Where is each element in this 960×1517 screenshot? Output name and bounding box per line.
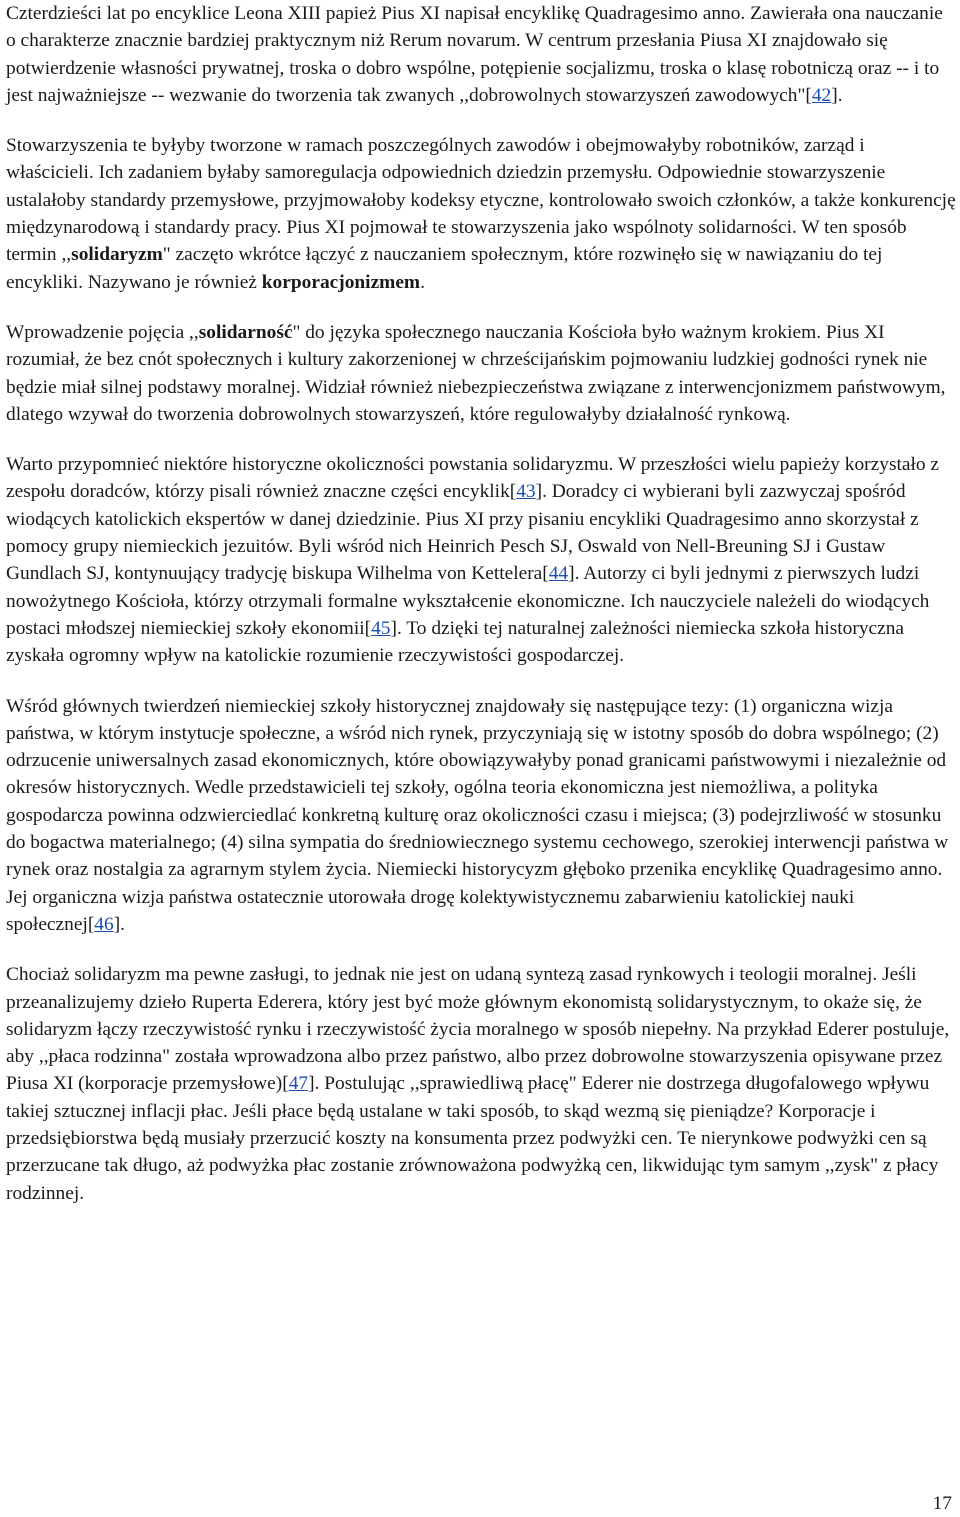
footnote-ref-46[interactable]: 46 [94, 913, 114, 935]
text-run: Chociaż solidaryzm ma pewne zasługi, to jednak nie jest on udaną syntezą zasad rynkowych i teologii moralnej. Jeśli przeanalizujemy dzieło Ruperta Ederera, który jest być może głównym ekonomistą solidarystycznym, to okaże się, że solidaryzm łączy rzeczywistość rynku i rzeczywistość życia moralnego w sposób niepełny. Na przykład Ederer postuluje, aby ,,płaca rodzinna" została wprowadzona albo przez państwo, albo przez dobrowolne stowarzyszenia opisywane przez Piusa XI (korporacje przemysłowe)[ [6, 964, 950, 1095]
paragraph-5 [6, 693, 956, 939]
text-run: ]. [831, 84, 843, 106]
paragraph-4 [6, 451, 956, 669]
page-number: 17 [932, 1493, 952, 1514]
paragraph-6 [6, 961, 956, 1207]
text-run: ]. [113, 913, 125, 935]
text-run: ]. Doradcy ci wybierani byli zazwyczaj spośród wiodących katolickich ekspertów w danej dziedzinie. Pius XI przy pisaniu encykliki Quadragesimo anno skorzystał z pomocy grupy niemieckich jezuitów. Byli wśród nich Heinrich Pesch SJ, Oswald von Nell-Breuning SJ i Gustaw Gundlach SJ, kontynuujący tradycję biskupa Wilhelma von Kettelera[ [6, 481, 919, 585]
text-run: Wśród głównych twierdzeń niemieckiej szkoły historycznej znajdowały się następujące tezy: (1) organiczna wizja państwa, w którym instytucje społeczne, a wśród nich rynek, przyczyniają się w istotny sposób do dobra wspólnego; (2) odrzucenie uniwersalnych zasad ekonomicznych, które obowiązywałyby ponad granicami państwowymi i niezależnie od okresów historycznych. Wedle przedstawicieli tej szkoły, ogólna teoria ekonomiczna jest niemożliwa, a polityka gospodarcza powinna odzwierciedlać konkretną kulturę oraz okoliczności czasu i miejsca; (3) podejrzliwość w stosunku do bogactwa materialnego; (4) silna sympatia do średniowiecznego systemu cechowego, szerokiej interwencji państwa w rynek oraz nostalgia za agrarnym stylem życia. Niemiecki historycyzm głęboko przenika encyklikę Quadragesimo anno. Jej organiczna wizja państwa ostatecznie utorowała drogę kolektywistycznemu zabarwieniu katolickiej nauki społecznej[ [6, 695, 949, 935]
paragraph-1 [6, 0, 956, 109]
footnote-ref-44[interactable]: 44 [548, 563, 569, 585]
bold-term-korporacjonizm: korporacjonizmem [261, 271, 421, 293]
paragraph-2 [6, 132, 956, 296]
footnote-ref-43[interactable]: 43 [516, 481, 536, 503]
text-run: Warto przypomnieć niektóre historyczne okoliczności powstania solidaryzmu. W przeszłości wielu papieży korzystało z zespołu doradców, którzy pisali również znaczne części encyklik[ [6, 454, 940, 503]
document-page [6, 0, 956, 1230]
footnote-ref-47[interactable]: 47 [288, 1073, 309, 1095]
footnote-ref-42[interactable]: 42 [811, 84, 832, 106]
text-run: " do języka społecznego nauczania Kościoła było ważnym krokiem. Pius XI rozumiał, że bez cnót społecznych i kultury zakorzenionej w chrześcijańskim pojmowaniu ludzkiej godności rynek nie będzie miał silnej podstawy moralnej. Widział również niebezpieczeństwa związane z interwencjonizmem państwowym, dlatego wzywał do tworzenia dobrowolnych stowarzyszeń, które regulowałyby działalność rynkową. [6, 321, 946, 425]
text-run: Stowarzyszenia te byłyby tworzone w ramach poszczególnych zawodów i obejmowałyby robotników, zarząd i właścicieli. Ich zadaniem byłaby samoregulacja odpowiednich dziedzin przemysłu. Odpowiednie stowarzyszenie ustalałoby standardy przemysłowe, przyjmowałoby kodeksy etyczne, kontrolowało swoich członków, a także konkurencję międzynarodową i standardy pracy. Pius XI pojmował te stowarzyszenia jako wspólnoty solidarności. W ten sposób termin ,, [6, 135, 956, 266]
footnote-ref-45[interactable]: 45 [371, 617, 391, 639]
text-run: Wprowadzenie pojęcia ,, [6, 321, 199, 343]
text-run: ]. Autorzy ci byli jednymi z pierwszych ludzi nowożytnego Kościoła, którzy otrzymali formalne wykształcenie ekonomiczne. Ich nauczyciele należeli do wiodących postaci młodszej niemieckiej szkoły ekonomii[ [6, 563, 930, 639]
bold-term-solidaryzm: solidaryzm [71, 244, 163, 266]
text-run: . [420, 271, 425, 293]
text-run: " zaczęto wkrótce łączyć z nauczaniem społecznym, które rozwinęło się w nawiązaniu do tej encykliki. Nazywano je również [6, 244, 883, 293]
paragraph-3 [6, 319, 956, 428]
text-run: ]. To dzięki tej naturalnej zależności niemiecka szkoła historyczna zyskała ogromny wpływ na katolickie rozumienie rzeczywistości gospodarczej. [6, 617, 905, 667]
text-run: Czterdzieści lat po encyklice Leona XIII papież Pius XI napisał encyklikę Quadragesimo anno. Zawierała ona nauczanie o charakterze znacznie bardziej praktycznym niż Rerum novarum. W centrum przesłania Piusa XI znajdowało się potwierdzenie własności prywatnej, troska o dobro wspólne, potępienie socjalizmu, troska o klasę robotniczą oraz -- i to jest najważniejsze -- wezwanie do tworzenia tak zwanych ,,dobrowolnych stowarzyszeń zawodowych"[ [6, 3, 943, 106]
text-run: ]. Postulując ,,sprawiedliwą płacę" Ederer nie dostrzega długofalowego wpływu takiej sztucznej inflacji płac. Jeśli płace będą ustalane w taki sposób, to skąd wezmą się pieniądze? Korporacje i przedsiębiorstwa będą musiały przerzucić koszty na konsumenta przez podwyżki cen. Te nierynkowe podwyżki cen są przerzucane tak długo, aż podwyżka płac zostanie zrównoważona podwyżką cen, likwidując tym samym ,,zysk" z płacy rodzinnej. [6, 1073, 939, 1204]
bold-term-solidarnosc: solidarność [198, 321, 293, 343]
